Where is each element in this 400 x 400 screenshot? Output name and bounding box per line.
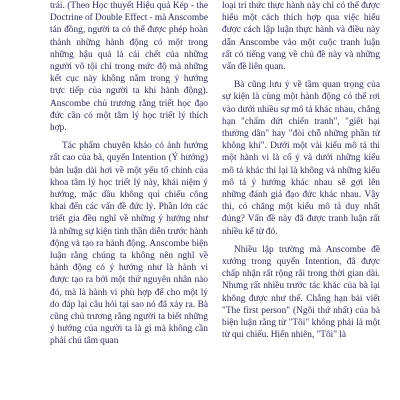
left-text-column [50,0,208,354]
column-gutter [215,0,216,400]
paragraph-intention: Tác phẩm chuyên khảo có ảnh hưởng rất cao của bà, quyển Intention (Ý hướng) bàn luận dài hơi về một yếu tố chính của khoa tâm lý học triết lý này, khái niệm ý hướng, mặc dầu không qui chiếu công khai đến các vấn đề đức lý. Phần lớn các triết gia đều nghĩ về những ý hướng như là những sự kiện tinh thần diễn trước hành động và tạo ra hành động. Anscombe biện luận rằng chúng ta không nên nghĩ về hành động có ý hướng như là hành vi được tạo ra bởi một thứ nguyên nhân nào đó, mà là hành vi phù hợp để cho một lý do đáp lại câu hỏi tại sao nó đã xảy ra. Bà cũng chủ trương rằng người ta biết những ý hướng của người ta là gì mà không cần phải chú tâm quan [50,141,208,347]
paragraph-double-effect: trái. (Theo Học thuyết Hiệu quả Kép - the Doctrine of Double Effect - mà Anscombe tán đồng, người ta có thể được phép hoàn thành những hành động có một trong những hậu quả là cái chết của những người vô tội chỉ trong mức độ mà những kết cục này không nằm trong ý hướng trực tiếp của người ta khi hành động). Anscombe chủ trương rằng triết học đạo đức cần có một tâm lý học triết lý thích hợp. [50,1,208,134]
paragraph-descriptions: Bà cũng lưu ý về tầm quan trọng của sự kiện là cùng một hành động có thể rơi vào dưới nhiều sự mô tả khác nhau, chẳng hạn "chấm dứt chiến tranh", "giết hại thường dân" hay "đòi chỗ những phần tử không khí". Dưới một vài kiểu mô tả thì một hành vi là cố ý và dưới những kiểu mô tả khác thì lại là không và những kiểu mô tả ý hướng khác nhau sẽ gợi lên những đánh giá đạo đức khác nhau. Vậy thì, có chăng một kiểu mô tả duy nhất đúng? Vấn đề này đã được tranh luận rất nhiều kể từ đó. [222,80,380,237]
right-text-column [222,0,380,347]
paragraph-first-person: Nhiều lập trường mà Anscombe đề xướng trong quyển Intention, đã được chấp nhận rất rộng rãi trong thời gian dài. Nhưng rất nhiều trước tác khác của bà lại không được như thế. Chẳng hạn bài viết "The first person" (Ngôi thứ nhất) của bà biện luận rằng từ "Tôi" không phải là một từ qui chiếu. Hiển nhiên, "Tôi" là [222,244,380,341]
paragraph-practical-knowledge: loại trí thức thực hành này chỉ có thể được hiểu một cách thích hợp qua việc hiểu được cách lập luận thực hành và điều này dẫn Anscombe vào một cuộc tranh luận rất có tiếng vang về chủ đề này và những vấn đề liên quan. [222,1,380,73]
